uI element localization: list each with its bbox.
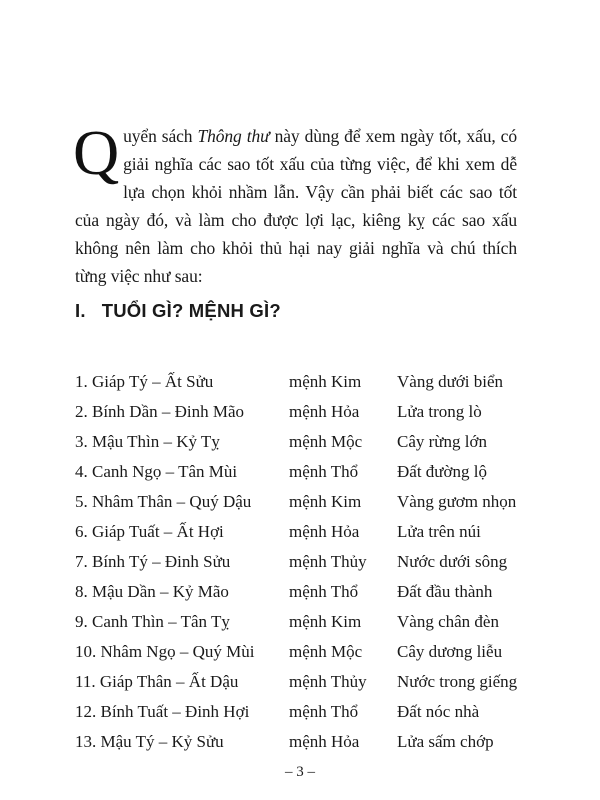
element: mệnh Hỏa: [289, 522, 360, 541]
page-number: – 3 –: [285, 764, 315, 780]
table-row: [75, 578, 535, 608]
drop-cap: Q: [73, 116, 120, 188]
element: mệnh Mộc: [289, 642, 363, 661]
table-row: [75, 548, 535, 578]
element: mệnh Kim: [289, 492, 362, 511]
element-meaning: Cây dương liễu: [397, 642, 503, 661]
age-element-table: [75, 368, 535, 758]
element-meaning: Lửa sấm chớp: [397, 732, 494, 751]
element: mệnh Hỏa: [289, 402, 360, 421]
table-row: [75, 488, 535, 518]
element-meaning: Cây rừng lớn: [397, 432, 487, 451]
age-pair: 1. Giáp Tý – Ất Sửu: [75, 372, 214, 391]
table-row: [75, 458, 535, 488]
table-row: [75, 668, 535, 698]
age-pair: 13. Mậu Tý – Kỷ Sửu: [75, 732, 224, 751]
age-pair: 12. Bính Tuất – Đinh Hợi: [75, 702, 250, 721]
element: mệnh Kim: [289, 372, 362, 391]
element: mệnh Thổ: [289, 702, 359, 721]
book-title: Thông thư: [197, 125, 270, 146]
section-heading: [75, 300, 281, 322]
element-meaning: Vàng gươm nhọn: [397, 492, 517, 511]
age-pair: 6. Giáp Tuất – Ất Hợi: [75, 522, 224, 541]
age-pair: 8. Mậu Dần – Kỷ Mão: [75, 582, 229, 601]
element-meaning: Vàng dưới biển: [397, 372, 504, 391]
age-pair: 5. Nhâm Thân – Quý Dậu: [75, 492, 252, 511]
age-pair: 7. Bính Tý – Đinh Sửu: [75, 552, 231, 571]
element-meaning: Đất đầu thành: [397, 582, 493, 601]
table-row: [75, 428, 535, 458]
age-pair: 11. Giáp Thân – Ất Dậu: [75, 672, 239, 691]
element: mệnh Mộc: [289, 432, 363, 451]
table-row: [75, 518, 535, 548]
table-row: [75, 698, 535, 728]
table-row: [75, 638, 535, 668]
table-row: [75, 398, 535, 428]
element-meaning: Lửa trong lò: [397, 402, 482, 421]
age-pair: 2. Bính Dần – Đinh Mão: [75, 402, 245, 421]
element-meaning: Nước trong giếng: [397, 672, 518, 691]
age-pair: 10. Nhâm Ngọ – Quý Mùi: [75, 642, 255, 661]
element-meaning: Đất đường lộ: [397, 462, 487, 481]
element-meaning: Vàng chân đèn: [397, 612, 499, 631]
table-row: [75, 728, 535, 758]
age-pair: 9. Canh Thìn – Tân Tỵ: [75, 612, 230, 631]
intro-paragraph: [73, 116, 517, 290]
element-meaning: Đất nóc nhà: [397, 702, 480, 721]
section-number: I.: [75, 300, 86, 321]
element: mệnh Kim: [289, 612, 362, 631]
element: mệnh Thổ: [289, 582, 359, 601]
age-pair: 3. Mậu Thìn – Kỷ Tỵ: [75, 432, 220, 451]
section-title: TUỔI GÌ? MỆNH GÌ?: [101, 300, 281, 321]
table-row: [75, 368, 535, 398]
element-meaning: Lửa trên núi: [397, 522, 481, 541]
element: mệnh Thủy: [289, 672, 367, 691]
intro-text-start: uyển sách: [123, 125, 198, 146]
intro-text-rest: này dùng để xem ngày tốt, xấu, có giải nghĩa các sao tốt xấu của từng việc, để khi xem dễ lựa chọn khỏi nhầm lẫn. Vậy cần phải biết các sao tốt của ngày đó, và làm cho được lợi lạc, kiêng kỵ các sao xấu không nên làm cho khỏi thủ hại nay giải nghĩa và chú thích từng việc như sau:: [75, 125, 517, 286]
element: mệnh Hỏa: [289, 732, 360, 751]
element-meaning: Nước dưới sông: [397, 552, 508, 571]
element: mệnh Thổ: [289, 462, 359, 481]
table-row: [75, 608, 535, 638]
age-pair: 4. Canh Ngọ – Tân Mùi: [75, 462, 238, 481]
element: mệnh Thủy: [289, 552, 367, 571]
